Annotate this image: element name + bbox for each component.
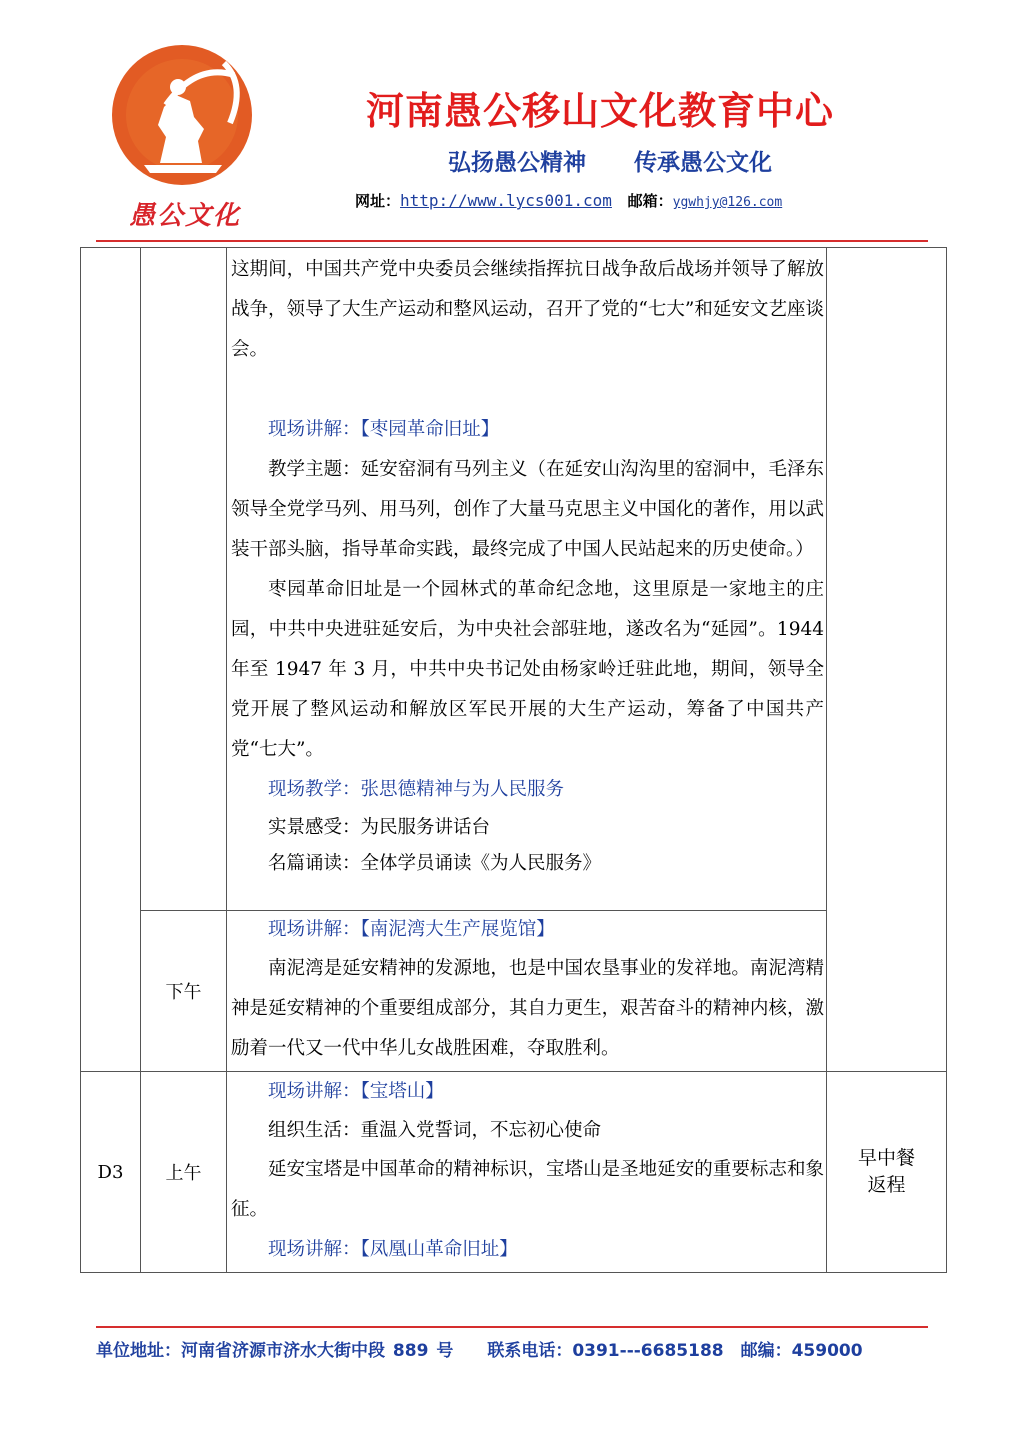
content-cell: [227, 1072, 827, 1273]
website-label: 网址：: [355, 192, 401, 210]
theme-label: 教学主题：: [268, 459, 361, 480]
site-heading: 现场讲解：【南泥湾大生产展览馆】: [268, 919, 555, 940]
site-paragraph: 南泥湾是延安精神的发源地，也是中国农垦事业的发祥地。南泥湾精神是延安精神的个重要组成部分，其自力更生，艰苦奋斗的精神内核，激励着一代又一代中华儿女战胜困难，夺取胜利。: [231, 958, 824, 1059]
theme-title: 延安窑洞有马列主义: [360, 459, 528, 480]
website-link[interactable]: http://www.lycs001.com: [400, 191, 612, 210]
time-cell: [141, 248, 227, 911]
org-title: 河南愚公移山文化教育中心: [365, 89, 834, 133]
email-link[interactable]: ygwhjy@126.com: [672, 195, 783, 210]
day-cell: [81, 248, 141, 1072]
site-paragraph: 延安宝塔是中国革命的精神标识，宝塔山是圣地延安的重要标志和象征。: [231, 1159, 824, 1220]
meal-cell: [827, 248, 947, 1072]
header-rule: [96, 240, 928, 242]
theme-paragraph: [231, 450, 824, 570]
footer-contact: 单位地址：河南省济源市济水大街中段 889 号 联系电话：0391---6685188 邮编：459000: [96, 1341, 863, 1361]
intro-paragraph: 这期间，中国共产党中央委员会继续指挥抗日战争敌后战场并领导了解放战争，领导了大生产运动和整风运动，召开了党的“七大”和延安文艺座谈会。: [231, 259, 824, 360]
table-row: [81, 248, 947, 911]
footer-rule: [96, 1326, 928, 1328]
site-paragraph: 枣园革命旧址是一个园林式的革命纪念地，这里原是一家地主的庄园，中共中央进驻延安后，为中央社会部驻地，遂改名为“延园”。1944 年至 1947 年 3 月，中共中央书记处由杨家岭迁驻此地，期间，领导全党开展了整风运动和解放区军民开展的大生产运动，筹备了中国共产党“七大”。: [231, 579, 824, 760]
reading-line: 名篇诵读：全体学员诵读《为人民服务》: [268, 853, 602, 874]
schedule-table: [80, 247, 947, 1273]
time-cell: 下午: [141, 911, 227, 1072]
return-label: 返程: [867, 1174, 906, 1196]
table-row: [81, 1072, 947, 1273]
email-label: 邮箱：: [627, 192, 673, 210]
theme-text: （在延安山沟沟里的窑洞中，毛泽东领导全党学马列、用马列，创作了大量马克思主义中国化的著作，用以武装干部头脑，指导革命实践，最终完成了中国人民站起来的历史使命。）: [231, 459, 824, 560]
org-life-line: 组织生活：重温入党誓词，不忘初心使命: [268, 1120, 602, 1141]
teaching-heading: 现场教学：张思德精神与为人民服务: [268, 779, 565, 800]
content-cell: [227, 911, 827, 1072]
time-cell: 上午: [141, 1072, 227, 1273]
content-cell: [227, 248, 827, 911]
site-heading: 现场讲解：【凤凰山革命旧址】: [268, 1239, 518, 1260]
day-cell: D3: [81, 1072, 141, 1273]
table-row: [81, 911, 947, 1072]
site-heading: 现场讲解：【宝塔山】: [268, 1081, 444, 1102]
scene-line: 实景感受：为民服务讲话台: [268, 817, 491, 838]
meal-cell: [827, 1072, 947, 1273]
contact-line: [355, 190, 875, 211]
site-heading: 现场讲解：【枣园革命旧址】: [268, 419, 500, 440]
slogan: 弘扬愚公精神 传承愚公文化: [447, 150, 772, 176]
meal-label: 早中餐: [857, 1147, 915, 1169]
logo-text: 愚公文化: [128, 201, 241, 231]
logo: [106, 45, 258, 235]
